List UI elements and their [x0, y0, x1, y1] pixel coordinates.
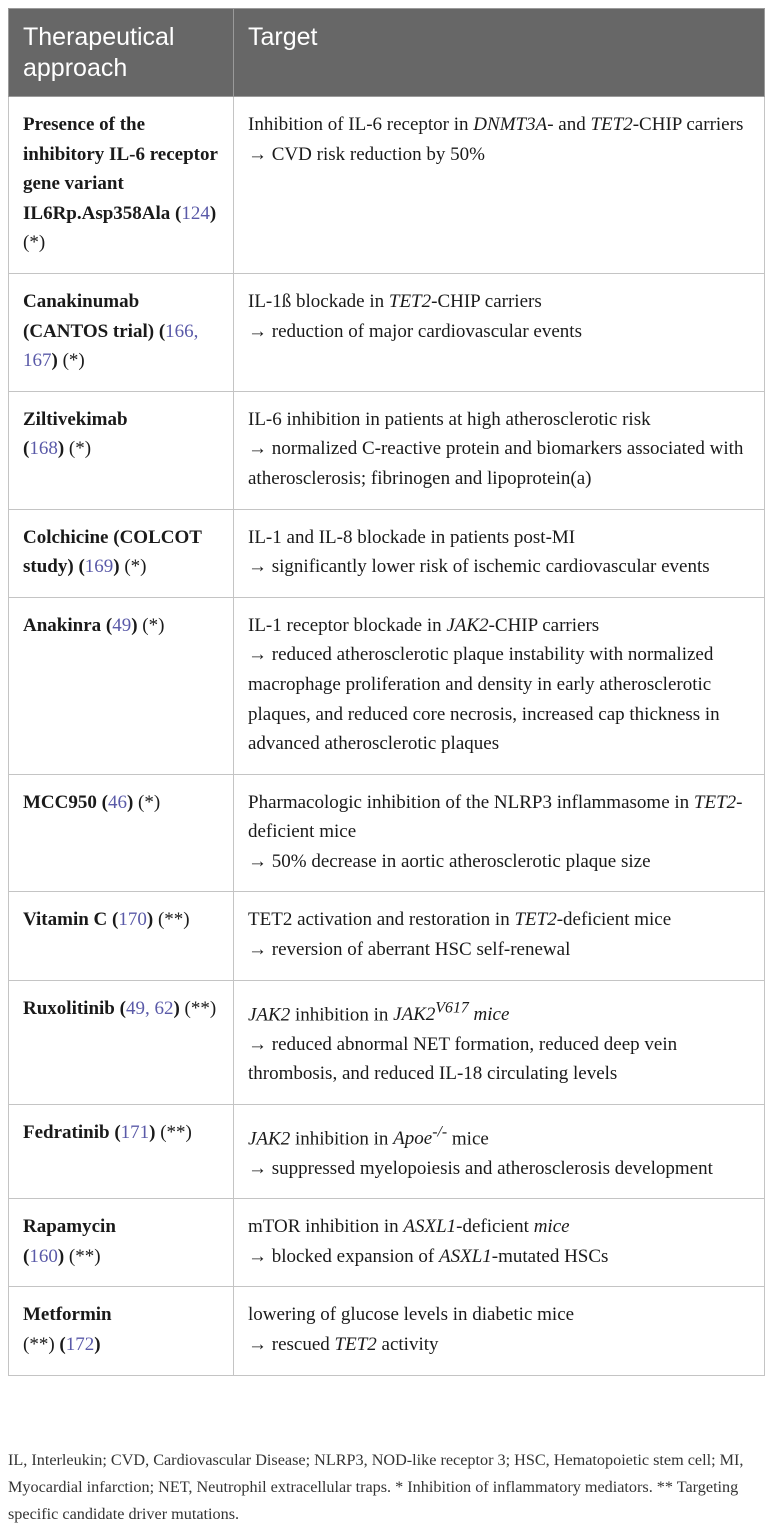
- approach-cell: MCC950 (46) (*): [9, 774, 234, 892]
- target-outcome: → 50% decrease in aortic atherosclerotic plaque size: [248, 850, 651, 872]
- approach-cell: Fedratinib (171) (**): [9, 1104, 234, 1199]
- header-approach: Therapeutical approach: [9, 9, 234, 97]
- table-row: [9, 892, 765, 980]
- target-outcome: → significantly lower risk of ischemic cardiovascular events: [248, 556, 710, 578]
- target-cell: [234, 509, 765, 597]
- category-mark: (**): [23, 1334, 55, 1356]
- approach-cell: Ruxolitinib (49, 62) (**): [9, 980, 234, 1104]
- therapy-table: [8, 8, 765, 1376]
- category-mark: (*): [23, 232, 46, 254]
- table-row: [9, 1287, 765, 1375]
- table-row: [9, 774, 765, 892]
- header-row: [9, 9, 765, 97]
- target-line: lowering of glucose levels in diabetic mice: [248, 1304, 575, 1326]
- approach-cell: Metformin (**) (172): [9, 1287, 234, 1375]
- table-row: [9, 391, 765, 509]
- target-outcome: → rescued TET2 activity: [248, 1334, 439, 1356]
- reference-link[interactable]: 49: [112, 614, 132, 636]
- approach-name: Canakinumab (CANTOS trial): [23, 290, 155, 342]
- reference-link[interactable]: 124: [181, 202, 210, 224]
- approach-name: Presence of the inhibitory IL-6 receptor gene variant IL6Rp.Asp358Ala: [23, 114, 218, 224]
- approach-name: Ruxolitinib: [23, 997, 115, 1019]
- target-line: mTOR inhibition in ASXL1-deficient mice: [248, 1216, 570, 1238]
- target-line: IL-1 receptor blockade in JAK2-CHIP carriers: [248, 614, 600, 636]
- approach-cell: Canakinumab (CANTOS trial) (166, 167) (*): [9, 273, 234, 391]
- approach-cell: Vitamin C (170) (**): [9, 892, 234, 980]
- reference-link[interactable]: 171: [120, 1121, 150, 1143]
- target-outcome: → blocked expansion of ASXL1-mutated HSCs: [248, 1245, 609, 1267]
- category-mark: (**): [160, 1121, 192, 1143]
- approach-name: MCC950: [23, 791, 97, 813]
- reference-link[interactable]: 49, 62: [125, 997, 174, 1019]
- approach-name: Rapamycin: [23, 1216, 116, 1238]
- target-line: Inhibition of IL-6 receptor in DNMT3A- and TET2-CHIP carriers: [248, 114, 744, 135]
- approach-name: Metformin: [23, 1304, 112, 1326]
- target-line: JAK2 inhibition in $JAK2^{V617}$ mice: [248, 999, 510, 1025]
- category-mark: (*): [68, 438, 92, 460]
- target-cell: [234, 892, 765, 980]
- target-cell: [234, 1287, 765, 1375]
- target-outcome: → reduced abnormal NET formation, reduced deep vein thrombosis, and reduced IL-18 circulating levels: [248, 1033, 678, 1085]
- target-line: IL-1 and IL-8 blockade in patients post-MI: [248, 526, 576, 548]
- reference-link[interactable]: 168: [29, 438, 58, 460]
- therapy-table-container: [8, 8, 764, 1376]
- target-line: TET2 activation and restoration in TET2-deficient mice: [248, 909, 672, 931]
- reference-link[interactable]: 172: [65, 1334, 95, 1356]
- approach-cell: Presence of the inhibitory IL-6 receptor gene variant IL6Rp.Asp358Ala (124) (*): [9, 97, 234, 274]
- category-mark: (*): [124, 556, 147, 578]
- target-cell: [234, 1104, 765, 1199]
- header-target: Target: [234, 9, 765, 97]
- reference-link[interactable]: 166, 167: [23, 320, 199, 372]
- reference-link[interactable]: 46: [107, 791, 127, 813]
- table-row: [9, 97, 765, 274]
- approach-cell: Rapamycin (160) (**): [9, 1199, 234, 1287]
- target-cell: [234, 97, 765, 274]
- approach-name: Fedratinib: [23, 1121, 110, 1143]
- table-row: [9, 597, 765, 774]
- category-mark: (*): [62, 350, 85, 372]
- approach-cell: Ziltivekimab (168) (*): [9, 391, 234, 509]
- approach-cell: Anakinra (49) (*): [9, 597, 234, 774]
- target-line: JAK2 inhibition in Apoe-/- mice: [248, 1123, 489, 1150]
- approach-name: Ziltivekimab: [23, 408, 128, 430]
- category-mark: (**): [157, 909, 190, 931]
- target-outcome: → suppressed myelopoiesis and atherosclerosis development: [248, 1157, 713, 1179]
- category-mark: (**): [184, 997, 217, 1019]
- target-outcome: → reduction of major cardiovascular events: [248, 320, 582, 342]
- target-cell: [234, 980, 765, 1104]
- table-footnote: IL, Interleukin; CVD, Cardiovascular Disease; NLRP3, NOD-like receptor 3; HSC, Hematopoietic stem cell; MI, Myocardial infarction; NET, Neutrophil extracellular traps. * Inhibition of inflammatory mediators. ** Targeting specific candidate driver mutations.: [8, 1451, 744, 1523]
- target-line: Pharmacologic inhibition of the NLRP3 inflammasome in TET2-deficient mice: [248, 791, 743, 843]
- target-cell: [234, 273, 765, 391]
- table-row: [9, 1199, 765, 1287]
- category-mark: (*): [138, 791, 161, 813]
- table-row: [9, 980, 765, 1104]
- table-row: [9, 1104, 765, 1199]
- approach-name: Vitamin C: [23, 909, 108, 931]
- target-line: IL-1ß blockade in TET2-CHIP carriers: [248, 290, 542, 312]
- category-mark: (*): [142, 614, 165, 636]
- reference-link[interactable]: 160: [29, 1245, 58, 1267]
- target-cell: [234, 597, 765, 774]
- table-row: [9, 273, 765, 391]
- approach-name: Anakinra: [23, 614, 102, 636]
- target-outcome: → CVD risk reduction by 50%: [248, 143, 485, 165]
- target-cell: [234, 391, 765, 509]
- target-cell: [234, 1199, 765, 1287]
- target-outcome: → reduced atherosclerotic plaque instability with normalized macrophage proliferation and density in early atherosclerotic plaques, and reduced core necrosis, increased cap thickness in advanced atherosclerotic plaques: [248, 644, 720, 755]
- target-outcome: → reversion of aberrant HSC self-renewal: [248, 939, 571, 961]
- target-outcome: → normalized C-reactive protein and biomarkers associated with atherosclerosis; fibrinogen and lipoprotein(a): [248, 438, 744, 489]
- reference-link[interactable]: 170: [118, 909, 147, 931]
- target-cell: [234, 774, 765, 892]
- reference-link[interactable]: 169: [84, 556, 114, 578]
- category-mark: (**): [68, 1245, 101, 1267]
- approach-name: Colchicine (COLCOT study): [23, 526, 202, 578]
- target-line: IL-6 inhibition in patients at high atherosclerotic risk: [248, 408, 651, 430]
- table-row: [9, 509, 765, 597]
- approach-cell: Colchicine (COLCOT study) (169) (*): [9, 509, 234, 597]
